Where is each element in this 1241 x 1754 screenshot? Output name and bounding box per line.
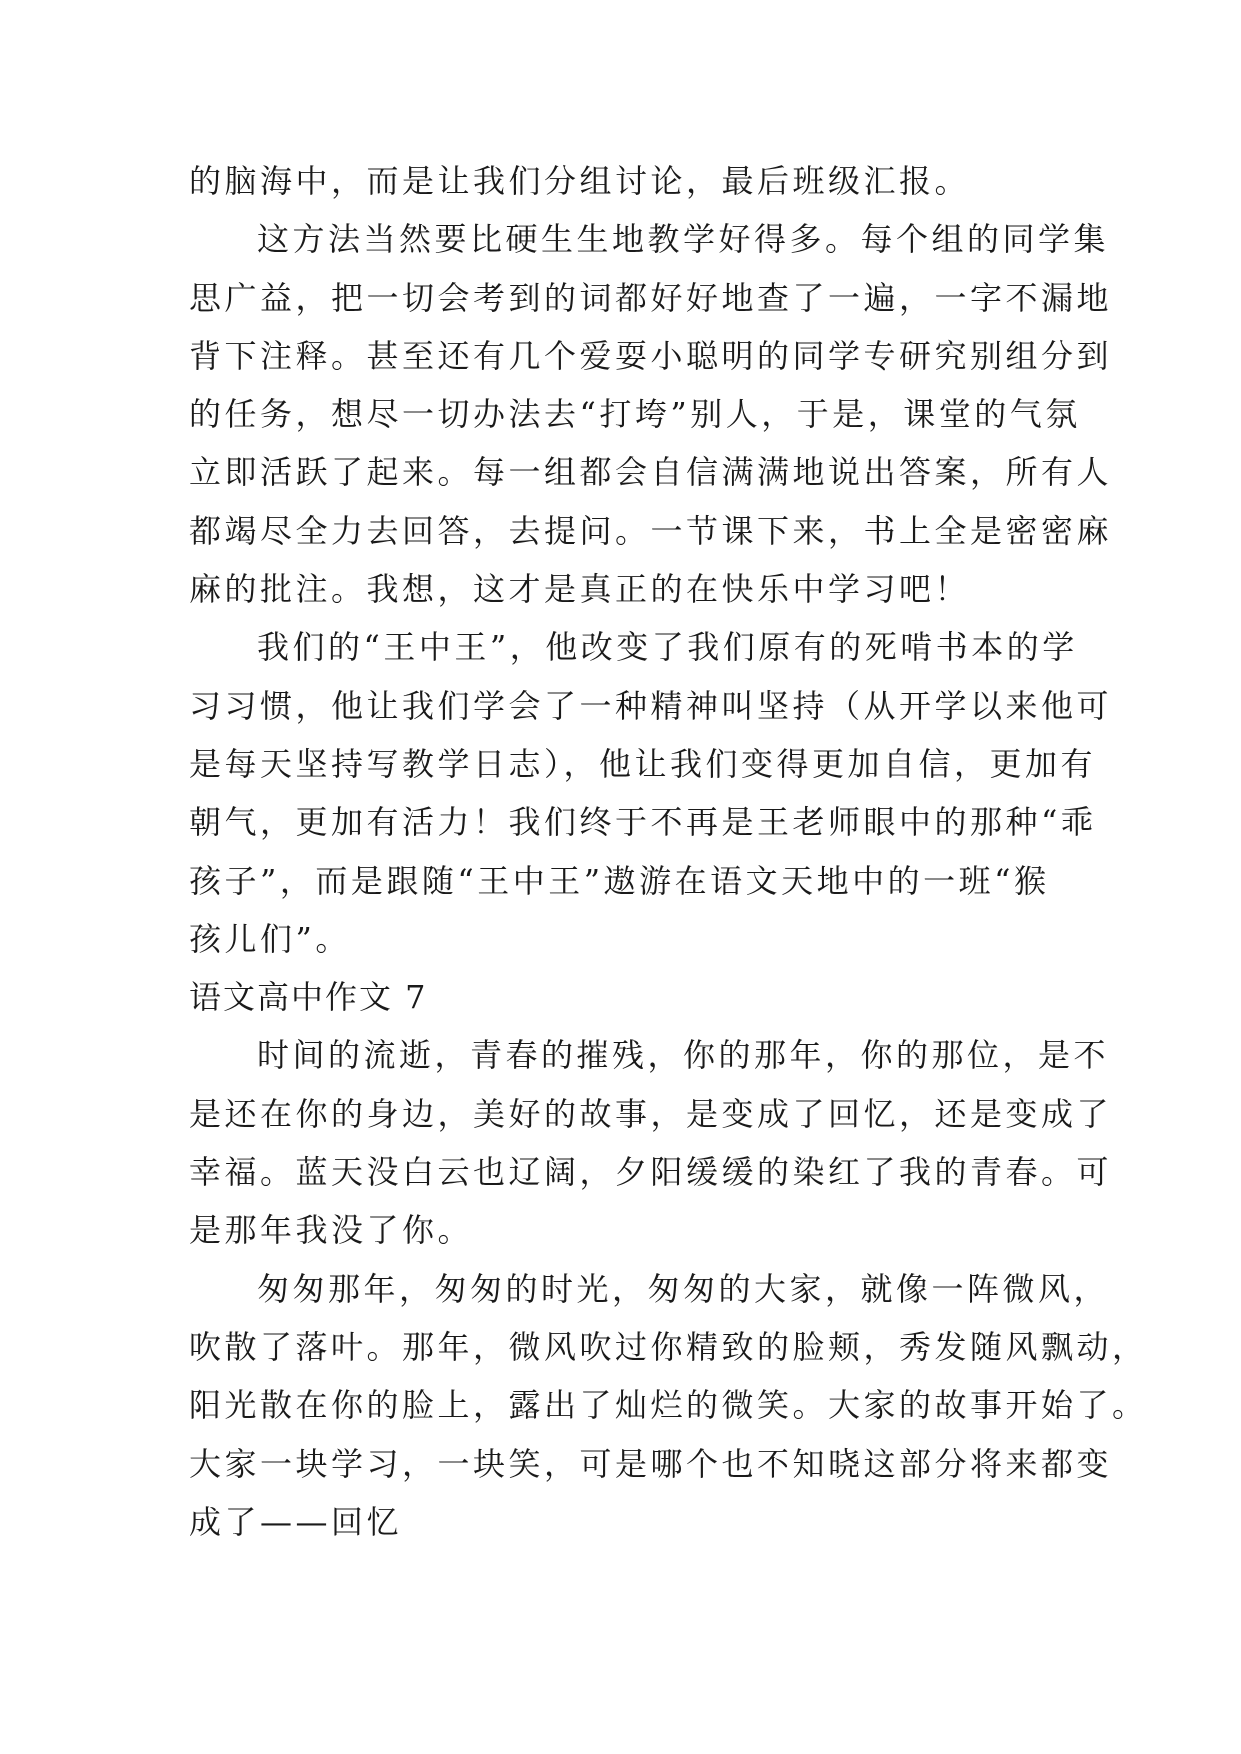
text-line: 孩儿们”。: [189, 919, 351, 958]
text-line: 幸福。蓝天没白云也辽阔，夕阳缓缓的染红了我的青春。可: [189, 1153, 1113, 1192]
text-line: 朝气，更加有活力！我们终于不再是王老师眼中的那种“乖: [189, 803, 1097, 842]
text-line: 都竭尽全力去回答，去提问。一节课下来，书上全是密密麻: [189, 511, 1113, 550]
text-line: 习习惯，他让我们学会了一种精神叫坚持（从开学以来他可: [189, 686, 1113, 725]
text-line: 大家一块学习，一块笑，可是哪个也不知晓这部分将来都变: [189, 1444, 1113, 1483]
text-line: 孩子”，而是跟随“王中王”遨游在语文天地中的一班“猴: [189, 861, 1050, 900]
text-line: 阳光散在你的脸上，露出了灿烂的微笑。大家的故事开始了。: [189, 1386, 1148, 1425]
text-line: 时间的流逝，青春的摧残，你的那年，你的那位，是不: [257, 1036, 1110, 1075]
text-line: 成了——回忆: [189, 1502, 403, 1541]
section-heading: 语文高中作文 7: [189, 978, 428, 1017]
text-line: 匆匆那年，匆匆的时光，匆匆的大家，就像一阵微风，: [257, 1269, 1110, 1308]
text-line: 思广益，把一切会考到的词都好好地查了一遍，一字不漏地: [189, 278, 1113, 317]
text-line: 是每天坚持写教学日志），他让我们变得更加自信，更加有: [189, 744, 1097, 783]
text-line: 立即活跃了起来。每一组都会自信满满地说出答案，所有人: [189, 453, 1113, 492]
document-page: [189, 152, 1148, 1551]
text-line: 的任务，想尽一切办法去“打垮”别人，于是，课堂的气氛: [189, 395, 1081, 434]
text-line: 是那年我没了你。: [189, 1211, 474, 1250]
text-line: 背下注释。甚至还有几个爱耍小聪明的同学专研究别组分到: [189, 336, 1113, 375]
text-line: 我们的“王中王”，他改变了我们原有的死啃书本的学: [257, 628, 1078, 667]
text-line: 麻的批注。我想，这才是真正的在快乐中学习吧！: [189, 570, 971, 609]
text-line: 是还在你的身边，美好的故事，是变成了回忆，还是变成了: [189, 1094, 1113, 1133]
text-line: 的脑海中，而是让我们分组讨论，最后班级汇报。: [189, 162, 971, 200]
text-line: 吹散了落叶。那年，微风吹过你精致的脸颊，秀发随风飘动，: [189, 1327, 1148, 1366]
text-line: 这方法当然要比硬生生地教学好得多。每个组的同学集: [257, 220, 1110, 259]
